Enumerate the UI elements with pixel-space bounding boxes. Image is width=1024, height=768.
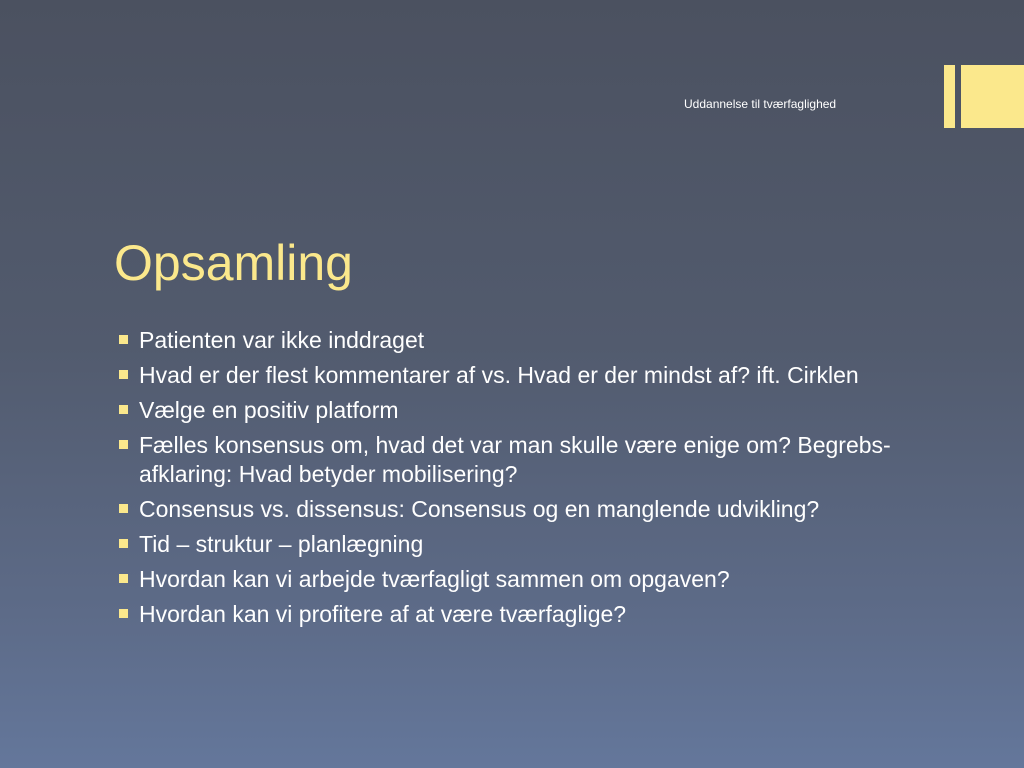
bullet-list [118,326,918,635]
bullet-text: Patienten var ikke inddraget [139,327,425,353]
bullet-text: Consensus vs. dissensus: Consensus og en manglende udvikling? [139,496,820,522]
slide-header-text: Uddannelse til tværfaglighed [684,97,837,111]
square-bullet-icon [119,405,128,414]
bullet-text: Vælge en positiv platform [139,397,399,423]
square-bullet-icon [119,335,128,344]
bullet-item [118,431,918,489]
square-bullet-icon [119,504,128,513]
square-bullet-icon [119,440,128,449]
bullet-item [118,495,918,524]
slide-title: Opsamling [114,235,353,291]
bullet-text: Tid – struktur – planlægning [139,531,424,557]
accent-bar-wide [961,65,1024,128]
bullet-text: Hvordan kan vi arbejde tværfagligt sammen om opgaven? [139,566,730,592]
square-bullet-icon [119,574,128,583]
square-bullet-icon [119,539,128,548]
bullet-item [118,565,918,594]
bullet-item [118,530,918,559]
bullet-item [118,396,918,425]
square-bullet-icon [119,609,128,618]
bullet-item [118,326,918,355]
bullet-text: Fælles konsensus om, hvad det var man skulle være enige om? Begrebs-afklaring: Hvad betyder mobilisering? [139,432,891,487]
square-bullet-icon [119,370,128,379]
accent-bar-thin [944,65,955,128]
bullet-item [118,600,918,629]
bullet-text: Hvordan kan vi profitere af at være tværfaglige? [139,601,627,627]
bullet-text: Hvad er der flest kommentarer af vs. Hvad er der mindst af? ift. Cirklen [139,362,859,388]
bullet-item [118,361,918,390]
